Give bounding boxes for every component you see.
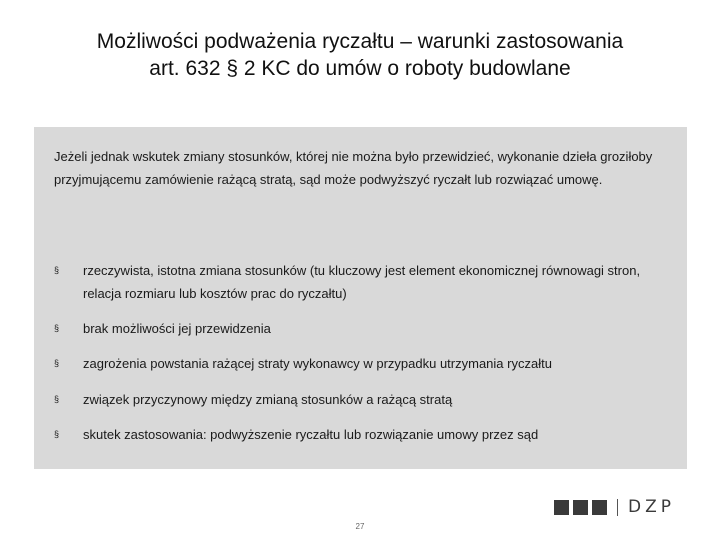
slide-title [40,28,680,82]
logo-square-icon [554,500,569,515]
intro-paragraph: Jeżeli jednak wskutek zmiany stosunków, której nie można było przewidzieć, wykonanie dzieła groziłoby przyjmującemu zamówienie rażącą stratą, sąd może podwyższyć ryczałt lub rozwiązać umowę. [54,149,653,187]
list-item-text: związek przyczynowy między zmianą stosunków a rażącą stratą [83,392,453,407]
list-item [54,259,674,305]
bullet-icon: § [54,429,60,439]
logo-text: DZP [628,497,675,517]
list-item-text: brak możliwości jej przewidzenia [83,321,271,336]
list-item [54,423,674,446]
logo-square-icon [592,500,607,515]
content-panel [34,127,687,469]
page-number: 27 [355,522,365,531]
list-item [54,388,674,411]
bullet-icon: § [54,358,60,368]
list-item [54,317,674,340]
list-item-text: rzeczywista, istotna zmiana stosunków (tu kluczowy jest element ekonomicznej równowagi stron, relacja rozmiaru lub kosztów prac do ryczałtu) [83,263,641,301]
list-item [54,352,674,375]
dzp-logo [554,499,675,515]
title-line-2: art. 632 § 2 KC do umów o roboty budowlane [149,57,571,80]
list-item-text: zagrożenia powstania rażącej straty wykonawcy w przypadku utrzymania ryczałtu [83,356,552,371]
title-line-1: Możliwości podważenia ryczałtu – warunki zastosowania [96,30,624,53]
bullet-icon: § [54,265,60,275]
logo-divider [617,499,618,516]
logo-square-icon [573,500,588,515]
list-item-text: skutek zastosowania: podwyższenie ryczałtu lub rozwiązanie umowy przez sąd [83,427,539,442]
bullet-icon: § [54,323,60,333]
bullet-icon: § [54,394,60,404]
